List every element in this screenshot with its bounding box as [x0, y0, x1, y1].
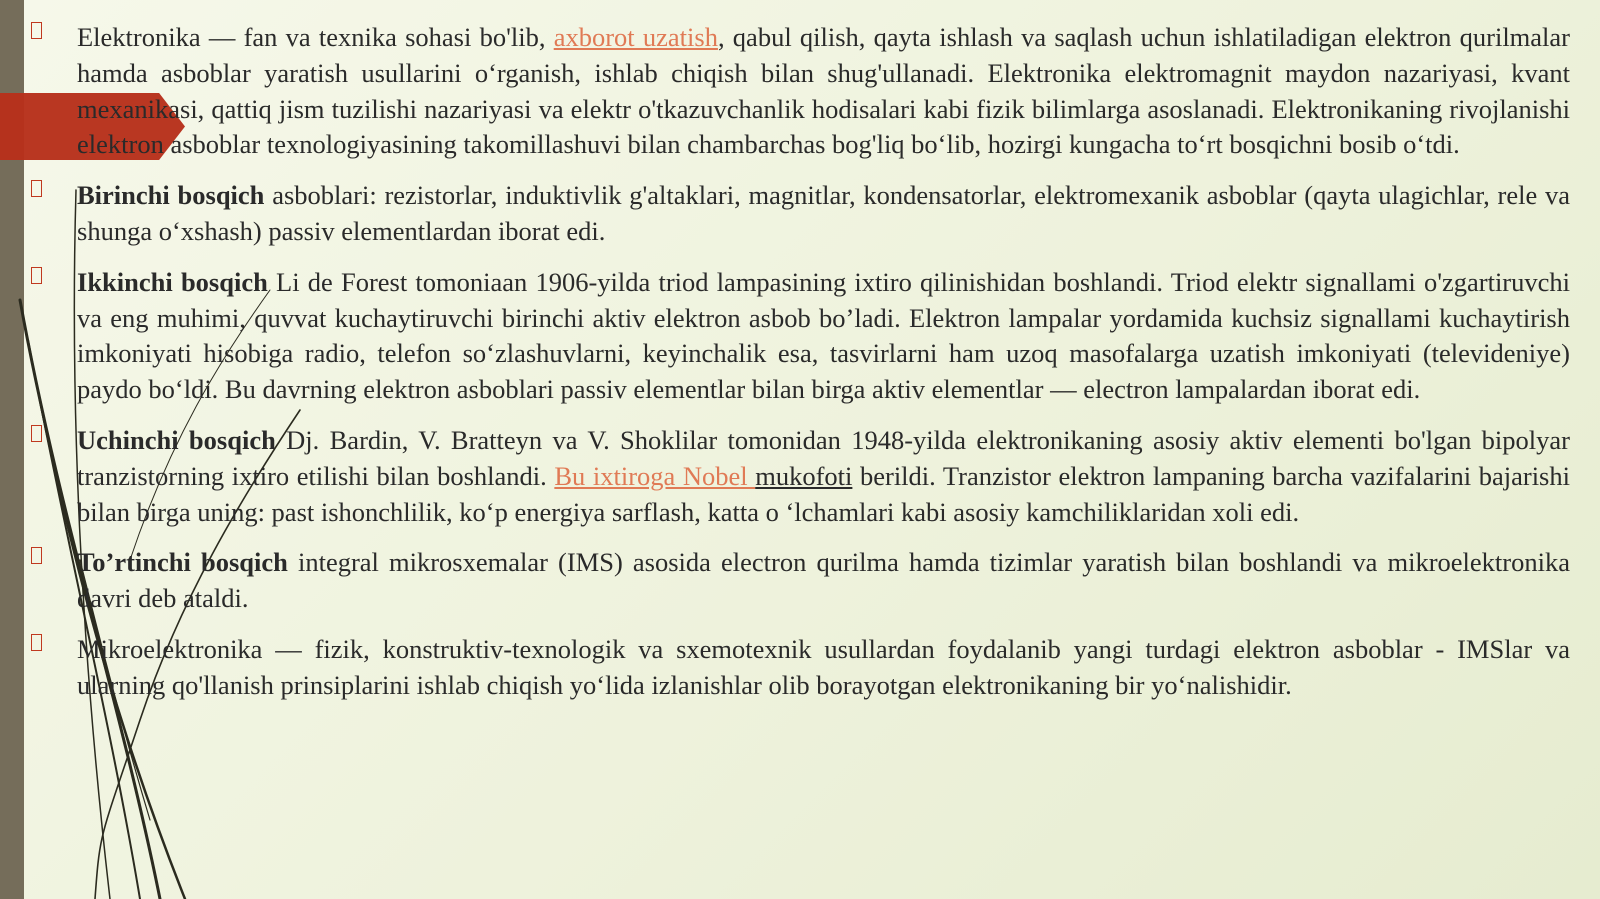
stage-heading: Ikkinchi bosqich	[77, 266, 268, 297]
stage-heading: Uchinchi bosqich	[77, 424, 276, 455]
paragraph-microelectronics: Mikroelektronika — fizik, konstruktiv-texnologik va sxemotexnik usullardan foydalanib yangi turdagi elektron asboblar - IMSlar va ularning qo'llanish prinsiplarini ishlab chiqish yo‘lida izlanishlar olib borayotgan elektronikaning bir yo‘nalishidir.	[22, 632, 1570, 704]
square-bullet-icon	[31, 634, 42, 651]
square-bullet-icon	[31, 22, 42, 39]
square-bullet-icon	[31, 425, 42, 442]
square-bullet-icon	[31, 547, 42, 564]
paragraph-stage-3: Uchinchi bosqich Dj. Bardin, V. Bratteyn va V. Shoklilar tomonidan 1948-yilda elektronikaning asosiy aktiv elementi bo'lgan bipolyar tranzistorning ixtiro etilishi bilan boshlandi. Bu ixtiroga Nobel mukofoti berildi. Tranzistor elektron lampaning barcha vazifalarini bajarishi bilan birga uning: past ishonchlilik, ko‘p energiya sarflash, katta o ‘lchamlari kabi asosiy kamchiliklaridan xoli edi.	[22, 423, 1570, 530]
paragraph-stage-1: Birinchi bosqich asboblari: rezistorlar, induktivlik g'altaklari, magnitlar, kondensatorlar, elektromexanik asboblar (qayta ulagichlar, rele va shunga o‘xshash) passiv elementlardan iborat edi.	[22, 178, 1570, 250]
paragraph-stage-2: Ikkinchi bosqich Li de Forest tomoniaan 1906-yilda triod lampasining ixtiro qilinishidan boshlandi. Triod elektr signallami o'zgartiruvchi va eng muhimi, quvvat kuchaytiruvchi birinchi aktiv elektron asbob bo’ladi. Elektron lampalar yordamida kuchsiz signallami kuchaytirish imkoniyati hisobiga radio, telefon so‘zlashuvlarni, keyinchalik esa, tasvirlarni ham uzoq masofalarga uzatish imkoniyati (televideniye) paydo bo‘ldi. Bu davrning elektron asboblari passiv elementlar bilan birga aktiv elementlar — electron lampalardan iborat edi.	[22, 265, 1570, 408]
square-bullet-icon	[31, 267, 42, 284]
link-mukofoti[interactable]: mukofoti	[755, 460, 853, 491]
slide-text-content	[22, 20, 1570, 719]
stage-heading: To’rtinchi bosqich	[77, 547, 288, 578]
stage-heading: Birinchi bosqich	[77, 180, 265, 211]
link-axborot-uzatish[interactable]: axborot uzatish	[553, 22, 718, 52]
paragraph-intro: Elektronika — fan va texnika sohasi bo'lib, axborot uzatish, qabul qilish, qayta ishlash va saqlash uchun ishlatiladigan elektron qurilmalar hamda asboblar yaratish usullarini o‘rganish, ishlab chiqish bilan shug'ullanadi. Elektronika elektromagnit maydon nazariyasi, kvant mexanikasi, qattiq jism tuzilishi nazariyasi va elektr o'tkazuvchanlik hodisalari kabi fizik bilimlarga asoslanadi. Elektronikaning rivojlanishi elektron asboblar texnologiyasining takomillashuvi bilan chambarchas bog'liq bo‘lib, hozirgi kungacha to‘rt bosqichni bosib o‘tdi.	[22, 20, 1570, 163]
square-bullet-icon	[31, 180, 42, 197]
link-nobel-ixtiro[interactable]: Bu ixtiroga Nobel	[554, 460, 756, 491]
paragraph-stage-4: To’rtinchi bosqich integral mikrosxemalar (IMS) asosida electron qurilma hamda tizimlar yaratish bilan boshlandi va mikroelektronika davri deb ataldi.	[22, 545, 1570, 617]
